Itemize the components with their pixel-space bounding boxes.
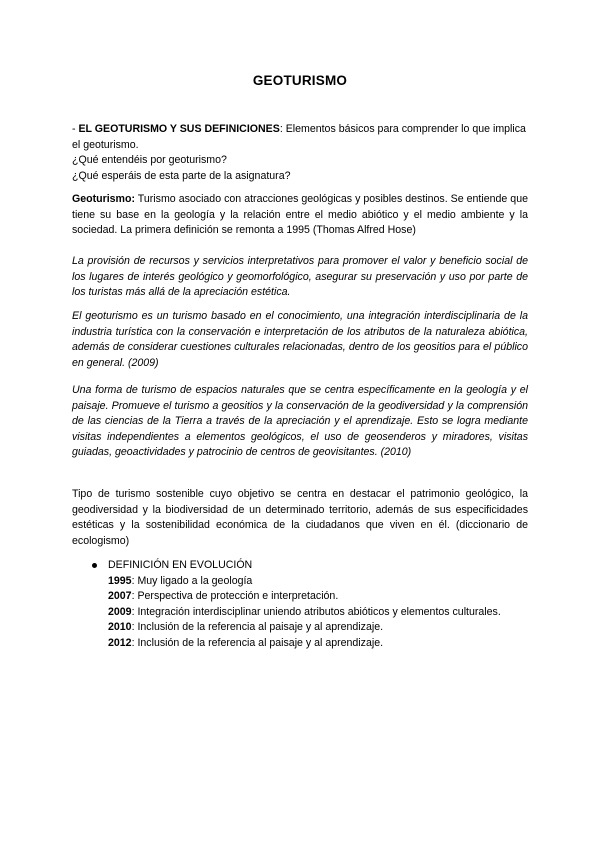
intro-heading: EL GEOTURISMO Y SUS DEFINICIONES bbox=[78, 123, 280, 135]
tipo-turismo-paragraph: Tipo de turismo sostenible cuyo objetivo se centra en destacar el patrimonio geológico, la geodiversidad y la biodiversidad de un determinado territorio, además de sus especificidades estéticas y la sostenibilidad económica de la ciudadanos que viven en él. (diccionario de ecologismo) bbox=[72, 488, 528, 547]
evolution-text: : Inclusión de la referencia al paisaje y al aprendizaje. bbox=[131, 636, 384, 649]
quote-2010: Una forma de turismo de espacios naturales que se centra específicamente en la geología y el paisaje. Promueve el turismo a geositios y la conservación de la geodiversidad y la comprensión de las ciencias de la Tierra a través de la apreciación y el aprendizaje. Esto se logra mediante visitas independientes a elementos geológicos, el uso de geosenderos y miradores, visitas guiadas, geoactividades y patrocinio de centros de geovisitantes. (2010) bbox=[72, 384, 528, 459]
evolution-item bbox=[108, 636, 532, 652]
evolution-text: : Perspectiva de protección e interpretación. bbox=[131, 590, 339, 603]
intro-prefix: - bbox=[72, 123, 79, 135]
evolution-item bbox=[108, 589, 532, 605]
evolution-year: 2012 bbox=[108, 636, 132, 649]
evolution-year: 2007 bbox=[108, 590, 132, 603]
intro-section bbox=[72, 122, 528, 184]
evolution-heading: DEFINICIÓN EN EVOLUCIÓN bbox=[108, 559, 253, 571]
evolution-item bbox=[108, 620, 532, 636]
evolution-text: : Muy ligado a la geología bbox=[131, 574, 253, 587]
geoturismo-definition bbox=[72, 192, 528, 239]
evolution-year: 2010 bbox=[108, 621, 132, 634]
bullet-icon bbox=[92, 563, 97, 568]
evolution-year: 2009 bbox=[108, 605, 132, 618]
evolution-year: 1995 bbox=[108, 574, 132, 587]
evolution-item bbox=[108, 605, 532, 621]
evolution-list bbox=[92, 574, 532, 652]
question-1: ¿Qué entendéis por geoturismo? bbox=[72, 154, 227, 167]
evolution-section bbox=[92, 558, 532, 652]
intro-text: : Elementos básicos para comprender lo que implica el geoturismo. bbox=[72, 123, 526, 151]
evolution-text: : Integración interdisciplinar uniendo atributos abióticos y elementos culturales. bbox=[131, 605, 501, 618]
evolution-text: : Inclusión de la referencia al paisaje y al aprendizaje. bbox=[131, 621, 384, 634]
quote-1995: La provisión de recursos y servicios interpretativos para promover el valor y beneficio social de los lugares de interés geológico y geomorfológico, asegurar su preservación y uso por parte de los turistas más allá de la apreciación estética. bbox=[72, 255, 528, 299]
evolution-item bbox=[108, 574, 532, 590]
quote-2009: El geoturismo es un turismo basado en el conocimiento, una integración interdisciplinaria de la industria turística con la conservación e interpretación de los atributos de la naturaleza abiótica, además de considerar cuestiones culturales relacionadas, dentro de los geositios para el público en general. (2009) bbox=[72, 310, 528, 369]
question-2: ¿Qué esperáis de esta parte de la asignatura? bbox=[72, 169, 291, 182]
definition-term: Geoturismo: bbox=[72, 193, 135, 205]
definition-text: Turismo asociado con atracciones geológicas y posibles destinos. Se entiende que tiene su base en la geología y la relación entre el medio abiótico y el medio ambiente y la sociedad. La primera definición se remonta a 1995 (Thomas Alfred Hose) bbox=[72, 193, 528, 237]
page-title: GEOTURISMO bbox=[252, 73, 348, 88]
intro-paragraph bbox=[72, 122, 528, 153]
evolution-heading-row bbox=[92, 558, 532, 574]
